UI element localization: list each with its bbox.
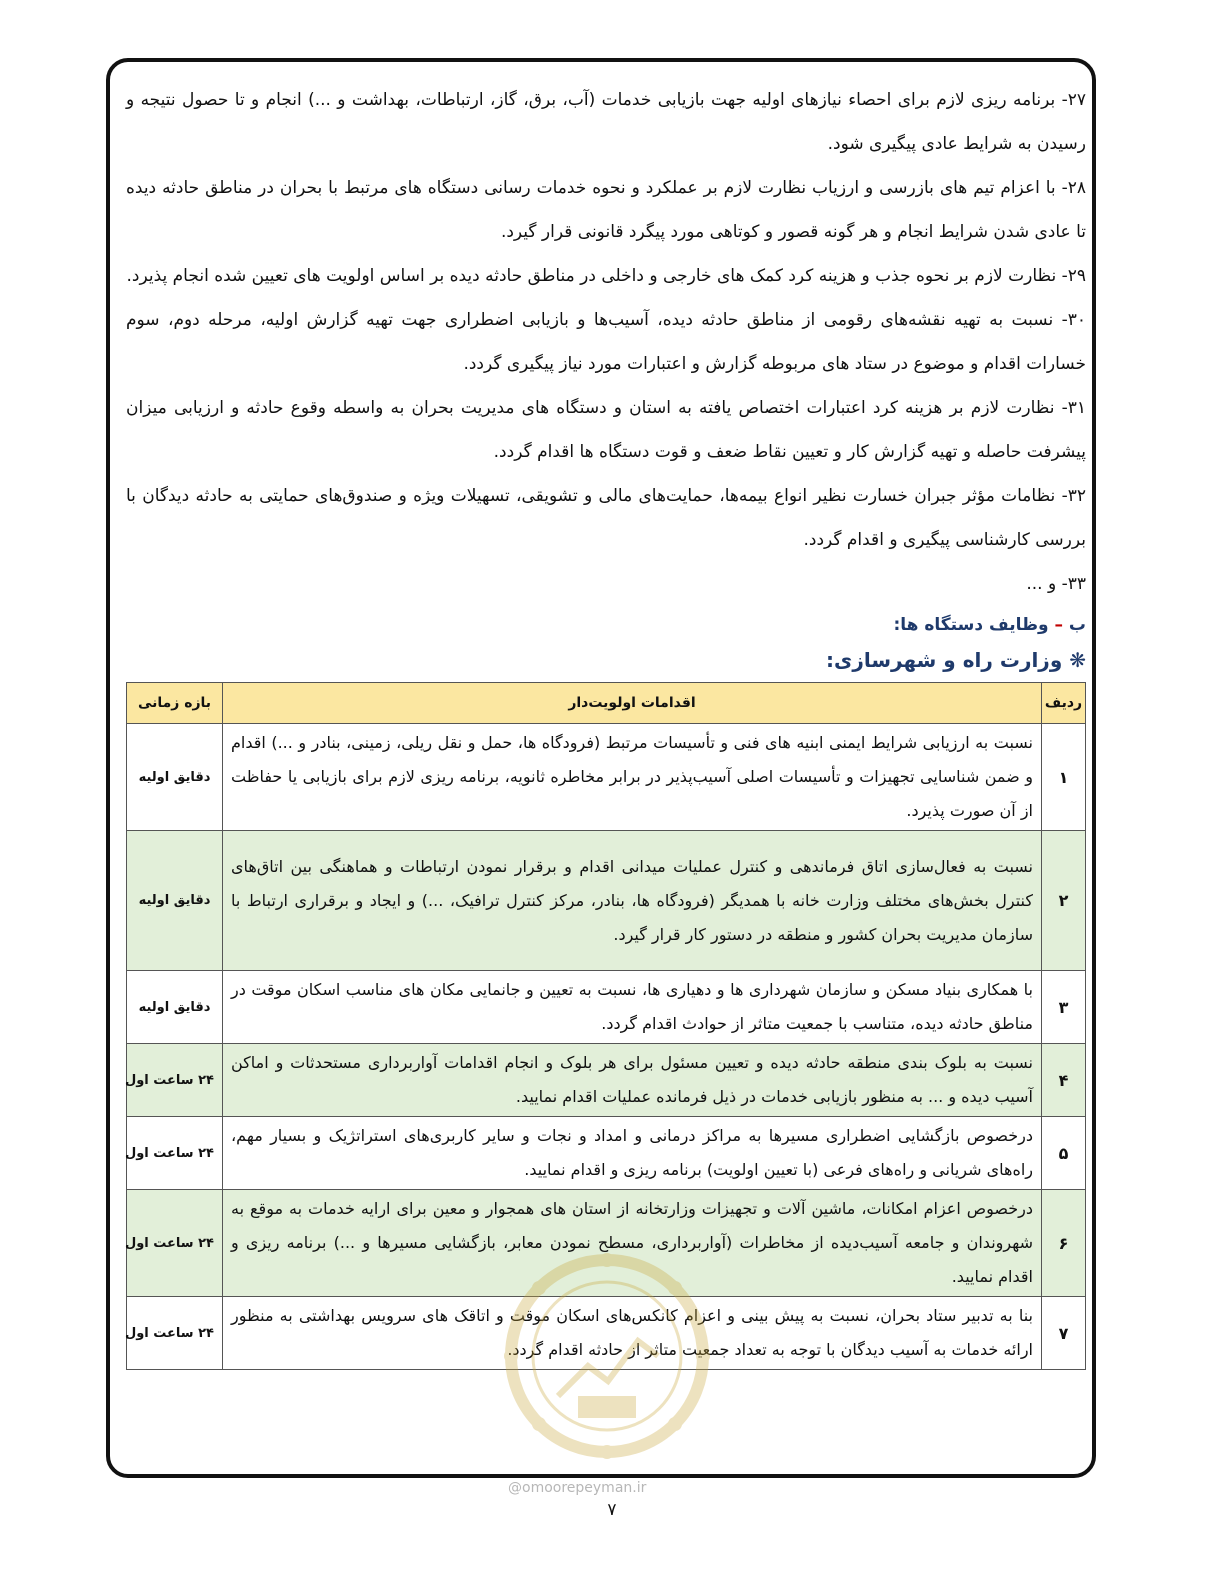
ministry-title: وزارت راه و شهرسازی: [826,648,1063,672]
table-row [127,724,1086,831]
asterisk-bullet-icon: ❋ [1069,648,1086,672]
watermark-url: @omoorepeyman.ir [508,1480,647,1496]
row-index: ۲ [1042,831,1086,971]
paragraph-29: ۲۹- نظارت لازم بر نحوه جذب و هزینه کرد کمک های خارجی و داخلی در مناطق حادثه دیده بر اساس اولویت های تعیین شده انجام پذیرد. [126,266,1086,286]
table-row [127,1190,1086,1297]
header-time: بازه زمانی [127,683,223,724]
section-dash: – [1054,615,1063,635]
paragraph-28: ۲۸- با اعزام تیم های بازرسی و ارزیاب نظارت لازم بر عملکرد و نحوه خدمات رسانی دستگاه های مرتبط با بحران در مناطق حادثه دیده تا عادی شدن شرایط انجام و هر گونه قصور و کوتاهی مورد پیگرد قانونی قرار گیرد. [126,178,1086,242]
row-action: نسبت به بلوک بندی منطقه حادثه دیده و تعیین مسئول برای هر بلوک و انجام اقدامات آواربرداری مستحدثات و اماکن آسیب دیده و ... به منظور بازیابی خدمات در ذیل فرمانده عملیات اقدام نمایید. [223,1044,1042,1117]
row-index: ۴ [1042,1044,1086,1117]
row-time: ۲۴ ساعت اول [127,1117,223,1190]
duties-table [126,682,1086,1370]
row-action: نسبت به ارزیابی شرایط ایمنی ابنیه های فنی و تأسیسات مرتبط (فرودگاه ها، حمل و نقل ریلی، زمینی، بنادر و ...) اقدام و ضمن شناسایی تجهیزات و تأسیسات اصلی آسیب‌پذیر در برابر مخاطره ثانویه، برنامه ریزی لازم برای بازیابی یا حفاظت از آن صورت پذیرد. [223,724,1042,831]
row-action: نسبت به فعال‌سازی اتاق فرماندهی و کنترل عملیات میدانی اقدام و برقرار نمودن ارتباطات و هماهنگی بین اتاق‌های کنترل بخش‌های مختلف وزارت خانه با همدیگر (فرودگاه ها، بنادر، مرکز کنترل ترافیک، ...) و ایجاد و برقراری ارتباط با سازمان مدیریت بحران کشور و منطقه در دستور کار قرار گیرد. [223,831,1042,971]
row-time: ۲۴ ساعت اول [127,1190,223,1297]
table-row [127,1297,1086,1370]
table-row [127,1044,1086,1117]
row-time: ۲۴ ساعت اول [127,1297,223,1370]
row-action: بنا به تدبیر ستاد بحران، نسبت به پیش بینی و اعزام کانکس‌های اسکان موقت و اتاقک های سرویس بهداشتی به منظور ارائه خدمات به آسیب دیدگان با توجه به تعداد جمعیت متاثر از حادثه اقدام گردد. [223,1297,1042,1370]
table-row [127,971,1086,1044]
row-index: ۷ [1042,1297,1086,1370]
section-title: وظایف دستگاه ها: [893,615,1049,635]
table-row [127,831,1086,971]
document-body [126,78,1086,1370]
section-heading [126,608,1086,642]
paragraph-33: ۳۳- و ... [1026,574,1086,594]
paragraph-32: ۳۲- نظامات مؤثر جبران خسارت نظیر انواع بیمه‌ها، حمایت‌های مالی و تشویقی، تسهیلات ویژه و صندوق‌های حمایتی به حادثه دیدگان با بررسی کارشناسی پیگیری و اقدام گردد. [126,486,1086,550]
paragraph-31: ۳۱- نظارت لازم بر هزینه کرد اعتبارات اختصاص یافته به استان و دستگاه های مدیریت بحران به واسطه وقوع حادثه و ارزیابی میزان پیشرفت حاصله و تهیه گزارش کار و تعیین نقاط ضعف و قوت دستگاه ها اقدام گردد. [126,398,1086,462]
row-index: ۶ [1042,1190,1086,1297]
row-index: ۳ [1042,971,1086,1044]
header-action: اقدامات اولویت‌دار [223,683,1042,724]
paragraph-30: ۳۰- نسبت به تهیه نقشه‌های رقومی از مناطق حادثه دیده، آسیب‌ها و بازیابی اضطراری جهت تهیه گزارش اولیه، مرحله دوم، سوم خسارات اقدام و موضوع در ستاد های مربوطه گزارش و اعتبارات مورد نیاز پیگیری گردد. [126,310,1086,374]
section-letter: ب [1068,615,1086,635]
table-row [127,1117,1086,1190]
paragraph-27: ۲۷- برنامه ریزی لازم برای احصاء نیازهای اولیه جهت بازیابی خدمات (آب، برق، گاز، ارتباطات، بهداشت و ...) انجام و تا حصول نتیجه و رسیدن به شرایط عادی پیگیری شود. [126,90,1086,154]
ministry-heading [126,642,1086,678]
page-number: ۷ [607,1500,617,1520]
row-index: ۵ [1042,1117,1086,1190]
row-action: با همکاری بنیاد مسکن و سازمان شهرداری ها و دهیاری ها، نسبت به تعیین و جانمایی مکان های مناسب اسکان موقت در مناطق حادثه دیده، متناسب با جمعیت متاثر از حوادث اقدام گردد. [223,971,1042,1044]
row-time: دقایق اولیه [127,724,223,831]
row-time: دقایق اولیه [127,971,223,1044]
header-index: ردیف [1042,683,1086,724]
table-header-row [127,683,1086,724]
row-action: درخصوص بازگشایی اضطراری مسیرها به مراکز درمانی و امداد و نجات و سایر کاربری‌های استراتژیک و بسیار مهم، راه‌های شریانی و راه‌های فرعی (با تعیین اولویت) برنامه ریزی و اقدام نمایید. [223,1117,1042,1190]
row-time: دقایق اولیه [127,831,223,971]
row-index: ۱ [1042,724,1086,831]
row-action: درخصوص اعزام امکانات، ماشین آلات و تجهیزات وزارتخانه از استان های همجوار و معین برای ارایه خدمات به موقع به شهروندان و جامعه آسیب‌دیده از مخاطرات (آواربرداری، مسطح نمودن معابر، بازگشایی مسیرها و ...) برنامه ریزی و اقدام نمایید. [223,1190,1042,1297]
row-time: ۲۴ ساعت اول [127,1044,223,1117]
